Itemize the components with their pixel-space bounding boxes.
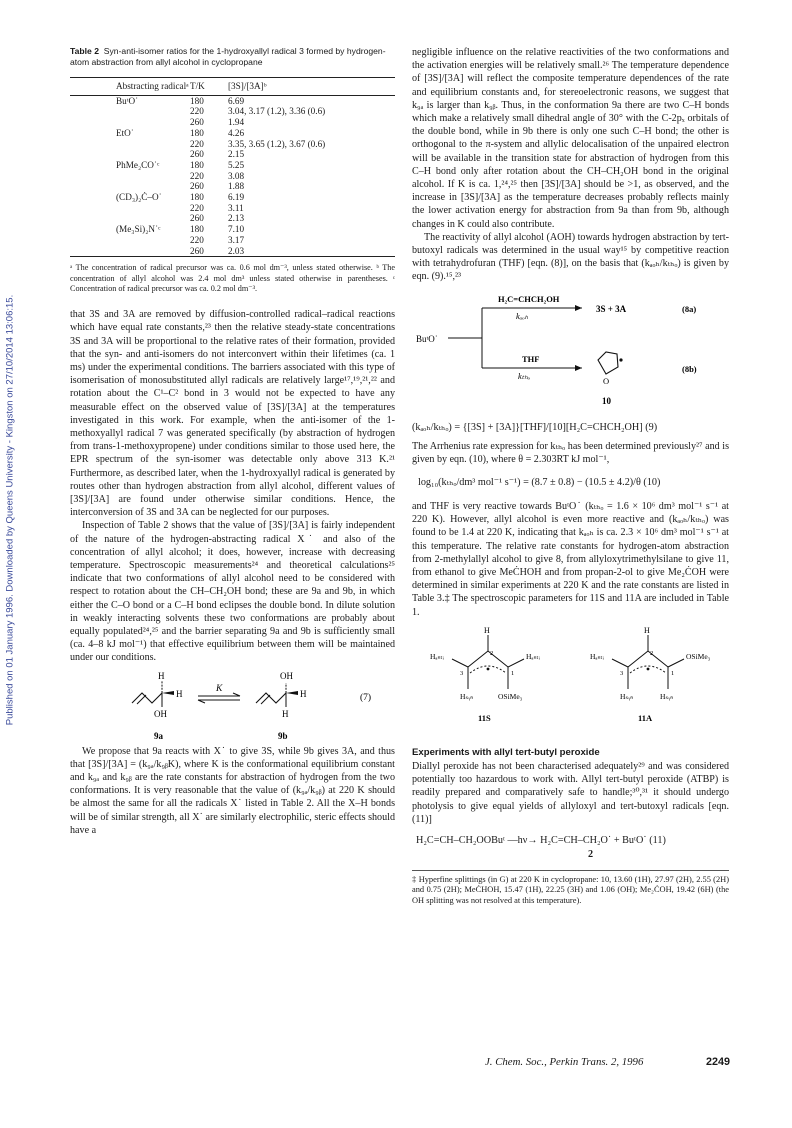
scheme8-start: BuᵗO˙ xyxy=(416,333,438,344)
scheme-8 xyxy=(412,288,729,416)
9b-h-bottom: H xyxy=(282,708,289,719)
table2-header-temp: T/K xyxy=(190,78,228,96)
table2-cell-temp: 220 xyxy=(190,106,204,117)
table2-caption-text: Syn-anti-isomer ratios for the 1-hydroxyallyl radical 3 formed by hydrogen-atom abstraction from allyl alcohol in cyclopropane xyxy=(70,46,386,67)
11a-hanti: Hₐₙₜᵢ xyxy=(590,651,604,661)
table2-cell-radical xyxy=(70,149,190,160)
table2-cell-ratio: 2.03 xyxy=(228,245,245,256)
thf-radical-ring xyxy=(598,352,618,374)
9b-label: 9b xyxy=(278,730,288,741)
9a-h-top: H xyxy=(158,670,165,681)
table2-row xyxy=(70,224,395,235)
table2-row xyxy=(70,149,395,160)
11s-c2: 2 xyxy=(490,649,494,657)
table2-cell-radical xyxy=(70,139,190,150)
table2-cell-ratio: 3.08 xyxy=(228,170,245,181)
table2-row xyxy=(70,246,395,257)
table2-row xyxy=(70,95,395,106)
scheme8-products-top: 3S + 3A xyxy=(596,303,627,314)
table2-cell-temp: 260 xyxy=(190,245,204,256)
download-watermark xyxy=(2,140,18,880)
table2-cell-radical: (CD₃)₂Ċ–O˙ xyxy=(116,192,162,203)
structures-11-drawing xyxy=(412,625,729,735)
right-paragraph-2: The reactivity of allyl alcohol (AOH) towards hydrogen abstraction by tert-butoxyl radicals was determined in the usual way¹⁵ by competitive reaction with tetrahydrofuran (THF) [eqn. (8)], on the basis that (kₐₒₕ/kₜₕₒ) is given by eqn. (9).¹⁵,²³ xyxy=(412,231,729,283)
table2-cell-temp: 180 xyxy=(190,127,204,138)
11s-hsyn: Hₛᵧₙ xyxy=(460,691,474,701)
11a-label: 11A xyxy=(638,712,653,723)
right-paragraph-4: and THF is very reactive towards BuᵗO˙ (kₜₕₒ = 1.6 × 10⁶ dm³ mol⁻¹ s⁻¹ at 220 K). However, allyl alcohol is even more reactive and (kₐₒₕ/kₜₕₒ) was found to be 1.4 at 220 K, indicating that kₐₒₕ is ca. 2.3 × 10⁶ dm³ mol⁻¹ s⁻¹ at this temperature. The relative rate constants for hydrogen-atom abstraction from 2-methylallyl alcohol to give 8, from allyloxytrimethylsilane to give 11, from ethanol to give MeĊHOH and from propan-2-ol to give Me₂ĊOH were determined in similar experiments at 220 K and the rate constants are listed in Table 3.‡ The spectroscopic parameters for 11S and 11A are included in Table 1. xyxy=(412,501,729,618)
11a-radical-dot xyxy=(647,667,650,670)
table2-cell-radical: PhMe₂CO˙ᶜ xyxy=(116,159,160,170)
table2-caption-label: Table 2 xyxy=(70,46,99,56)
9a-label: 9a xyxy=(154,730,163,741)
scheme-8-drawing xyxy=(412,288,729,416)
left-paragraph-3: We propose that 9a reacts with X˙ to give 3S, while 9b gives 3A, and thus that [3S]/[3A] = (k₉ₐ/k₉ᵦK), where K is the conformational equilibrium constant and k₉ₐ and k₉ᵦ are the rate constants for abstraction of hydrogen from the two conformations. It is very reasonable that the value of (k₉ₐ/k₉ᵦ) at 220 K should be almost the same for all the radicals X˙ listed in Table 2. All the X–H bonds will be of similar strength, all X˙ are similarly electrophilic, steric effects should have a xyxy=(70,745,395,836)
table2-cell-temp: 180 xyxy=(190,192,204,203)
table2-cell-temp: 260 xyxy=(190,213,204,224)
right-column xyxy=(412,46,729,915)
table2-row xyxy=(70,192,395,203)
11a-h: H xyxy=(644,625,650,635)
11a-bond-osi xyxy=(668,659,684,667)
table2-row xyxy=(70,160,395,171)
9a-skeleton xyxy=(132,693,162,703)
table2-row xyxy=(70,106,395,117)
table2 xyxy=(70,77,395,257)
table2-cell-radical: EtO˙ xyxy=(116,127,134,138)
equation-9: (kₐₒₕ/kₜₕₒ) = {[3S] + [3A]}[THF]/[10][H₂C=CHCH₂OH] (9) xyxy=(412,421,658,433)
11s-hanti-left: Hₐₙₜᵢ xyxy=(430,651,444,661)
9a-wedge-bond xyxy=(162,691,174,695)
page-footer xyxy=(485,1056,730,1068)
11s-bond-c2c3 xyxy=(468,651,488,667)
9a-h-right: H xyxy=(176,688,183,699)
table2-cell-ratio: 2.13 xyxy=(228,213,245,224)
table2-cell-radical xyxy=(70,213,190,224)
11a-c3: 3 xyxy=(620,669,624,677)
scheme-7-drawing xyxy=(70,669,395,743)
scheme8-eq-a: (8a) xyxy=(682,303,697,314)
section-heading: Experiments with allyl tert-butyl peroxide xyxy=(412,746,600,758)
table2-cell-radical xyxy=(70,171,190,182)
left-column xyxy=(70,46,395,837)
product-10-label: 10 xyxy=(602,395,611,406)
scheme8-eq-b: (8b) xyxy=(682,363,697,374)
table2-cell-radical: (Me₃Si)₂N˙ᶜ xyxy=(116,224,161,235)
page-number: 2249 xyxy=(705,1056,730,1068)
table2-cell-temp: 260 xyxy=(190,117,204,128)
table2-cell-ratio: 3.11 xyxy=(228,202,244,213)
table2-row xyxy=(70,213,395,224)
table2-row xyxy=(70,117,395,128)
scheme8-k-bottom: kₜₕₒ xyxy=(518,370,531,381)
equation-10: log₁₀(kₜₕₒ/dm³ mol⁻¹ s⁻¹) = (8.7 ± 0.8) − (10.5 ± 4.2)/θ (10) xyxy=(418,477,661,489)
table2-cell-radical: BuᵗO˙ xyxy=(116,95,139,106)
table2-row xyxy=(70,139,395,150)
11s-label: 11S xyxy=(478,712,491,723)
11s-osi: OSiMe₃ xyxy=(498,691,523,701)
11a-bond-c2c3 xyxy=(628,651,648,667)
9b-h-right: H xyxy=(300,688,307,699)
table2-cell-ratio: 6.69 xyxy=(228,95,245,106)
structure-11A xyxy=(590,626,711,723)
left-paragraph-1: that 3S and 3A are removed by diffusion-controlled radical–radical reactions which have equal rate constants,²³ then the relative steady-state concentrations 3S and 3A will be proportional to the relative rates of their formation, provided that the syn- and anti-isomers do not interconvert within their lifetimes (ca. 1 ms) under the experimental conditions. The barriers associated with this type of isomerisation of monosubstituted allyl radicals are relatively large¹⁷,¹⁹,²¹,²² and rotation about the C¹–C² bond in 3 would not be expected to have any measurable effect on the observed value of [3S]/[3A] at the temperatures investigated in this work. For example, when the anti-isomer of the 1-methoxyallyl radical 7 was generated specifically (by abstraction of hydrogen from trans-1-methoxypropene) under conditions similar to those used here, the EPR spectrum of the syn-isomer was detectable only above 313 K.²¹ Furthermore, as described later, when the 1-hydroxyallyl radical is generated by routes other than hydrogen abstraction from allyl alcohol, different values of [3S]/[3A] are found under otherwise similar conditions. Hence, the interconversion of 3S and 3A can be neglected for our purposes. xyxy=(70,309,395,519)
scheme8-k-top: kₐₒₕ xyxy=(516,310,529,321)
9a-oh: OH xyxy=(154,708,167,719)
thf-radical-dot xyxy=(619,358,622,361)
table2-cell-radical xyxy=(70,235,190,246)
9b-skeleton xyxy=(256,693,286,703)
9b-wedge-bond xyxy=(286,691,298,695)
table2-cell-ratio: 6.19 xyxy=(228,192,245,203)
equilibrium-k: K xyxy=(216,683,223,694)
table2-cell-ratio: 7.10 xyxy=(228,224,245,235)
thf-ring-oxygen: O xyxy=(603,375,610,386)
table2-cell-ratio: 3.35, 3.65 (1.2), 3.67 (0.6) xyxy=(228,138,326,149)
right-paragraph-5: Diallyl peroxide has not been characterised adequately²⁹ and was considered potentially too hazardous to work with. Allyl tert-butyl peroxide (ATBP) is readily prepared and comparatively safe to handle;³⁰,³¹ it should undergo photolysis to give equal yields of allyloxyl and tert-butoxyl radicals [eqn. (11)] xyxy=(412,760,729,825)
table2-header-row xyxy=(70,78,395,96)
equation-11-label: 2 xyxy=(588,848,594,860)
left-paragraph-2: Inspection of Table 2 shows that the value of [3S]/[3A] is fairly independent of the nature of the hydrogen-abstracting radical X˙ and also of the concentration of allyl alcohol; it does, however, increase with decreasing temperature. Spectroscopic measurements²⁴ and theoretical calculations²⁵ indicate that two conformations of allyl alcohol need to be considered with respect to rotation about the CH–CH₂OH bond; these are 9a and 9b, in which either the C–O bond or a C–H bond eclipses the double bond. In dilute solution in weakly interacting solvents these two conformations are probably about equally populated²⁴,²⁵ and the barrier separating 9a and 9b is sufficiently small (ca. 4–8 kJ mol⁻¹) that effective equilibrium between them will be maintained under our conditions. xyxy=(70,520,395,664)
11s-c1: 1 xyxy=(511,669,515,677)
structure-11S xyxy=(430,626,541,723)
table2-cell-radical xyxy=(70,246,190,257)
table2-cell-radical xyxy=(70,203,190,214)
structures-11 xyxy=(412,625,729,735)
table2-cell-temp: 260 xyxy=(190,181,204,192)
table2-cell-ratio: 1.94 xyxy=(228,117,245,128)
table2-body xyxy=(70,95,395,257)
table2-cell-radical xyxy=(70,106,190,117)
journal-citation: J. Chem. Soc., Perkin Trans. 2, 1996 xyxy=(485,1056,644,1068)
scheme8-arrowhead-top xyxy=(575,305,582,311)
table2-cell-temp: 180 xyxy=(190,95,204,106)
9b-oh: OH xyxy=(280,670,293,681)
table2-cell-temp: 220 xyxy=(190,202,204,213)
11a-osi: OSiMe₃ xyxy=(686,651,711,661)
table2-cell-radical xyxy=(70,181,190,192)
table2-header-ratio: [3S]/[3A]ᵇ xyxy=(228,78,395,96)
11s-c3: 3 xyxy=(460,669,464,677)
table2-caption xyxy=(70,46,395,68)
table2-row xyxy=(70,128,395,139)
table2-cell-ratio: 4.26 xyxy=(228,127,245,138)
table2-cell-temp: 220 xyxy=(190,234,204,245)
table2-cell-ratio: 5.25 xyxy=(228,159,245,170)
11a-hsyn-right: Hₛᵧₙ xyxy=(660,691,674,701)
11s-radical-dot xyxy=(487,667,490,670)
table2-header-radical: Abstracting radicalᵃ xyxy=(70,78,190,96)
11s-hanti-right: Hₐₙₜᵢ xyxy=(526,651,540,661)
scheme8-reagent-bottom: THF xyxy=(522,353,540,364)
table2-cell-ratio: 1.88 xyxy=(228,181,245,192)
table2-cell-temp: 180 xyxy=(190,159,204,170)
table2-row xyxy=(70,203,395,214)
equation-11: H₂C=CH–CH₂OOBuᵗ —hν→ H₂C=CH–CH₂O˙ + BuᵗO˙ (11) xyxy=(416,834,666,846)
download-watermark-text: Published on 01 January 1996. Downloaded by Queens University - Kingston on 27/10/2014 13:06:15. xyxy=(4,294,16,726)
11s-bond-hanti-right xyxy=(508,659,524,667)
right-paragraph-3: The Arrhenius rate expression for kₜₕₒ has been determined previously²⁷ and is given by eqn. (10), where θ = 2.303RT kJ mol⁻¹, xyxy=(412,440,729,465)
table2-row xyxy=(70,171,395,182)
scheme8-arrowhead-bottom xyxy=(575,365,582,371)
right-paragraph-1: negligible influence on the relative reactivities of the two conformations and the activation energies will be relatively small.²⁶ The temperature dependence of [3S]/[3A] will reflect the composite temperature dependences of the rate and equilibrium constants and, for stereoelectronic reasons, we suggest that k₉ₐ is larger than k₉ᵦ. Thus, in the conformation 9a there are two C–H bonds which make a relatively small dihedral angle of 30° with the C-2pₓ orbitals of the double bond, while in 9b there is only one such C–H bond; the other is orthogonal to the π-system and allylic delocalisation of the unpaired electron will be available in the transition state for abstraction of hydrogen from this C–H bond only after rotation about the CH–CH₂OH bond in the original alcohol. If K is ca. 1,²⁴,²⁵ then [3S]/[3A] should be >1, as observed, and the increase in [3S]/[3A] as the temperature decreases probably reflects mainly the lower activation energy for abstraction from 9a than from 9b, although changes in K could also contribute. xyxy=(412,47,729,230)
footnote: ‡ Hyperfine splittings (in G) at 220 K in cyclopropane: 10, 13.60 (1H), 27.97 (2H), 2.55 (2H) and 0.75 (2H); MeĊHOH, 15.47 (1H), 22.25 (3H) and 1.06 (OH); Me₂ĊOH, 19.42 (6H) (the OH splitting was not resolved at this temperature). xyxy=(412,870,729,906)
11s-h: H xyxy=(484,625,490,635)
table2-cell-radical xyxy=(70,117,190,128)
table2-cell-temp: 180 xyxy=(190,224,204,235)
scheme8-reagent-top: H₂C=CHCH₂OH xyxy=(498,293,560,304)
table2-cell-temp: 220 xyxy=(190,138,204,149)
table2-cell-ratio: 3.04, 3.17 (1.2), 3.36 (0.6) xyxy=(228,106,326,117)
table2-row xyxy=(70,235,395,246)
11s-bond-hanti-left xyxy=(452,659,468,667)
table2-row xyxy=(70,181,395,192)
11a-c1: 1 xyxy=(671,669,675,677)
table2-cell-temp: 260 xyxy=(190,149,204,160)
11a-c2: 2 xyxy=(650,649,654,657)
table2-cell-ratio: 2.15 xyxy=(228,149,245,160)
11a-bond-hanti xyxy=(612,659,628,667)
11a-hsyn-left: Hₛᵧₙ xyxy=(620,691,634,701)
table2-footnote: ᵃ The concentration of radical precursor was ca. 0.6 mol dm⁻³, unless stated otherwise. ᵇ The concentration of allyl alcohol was 2.4 mol dm³ unless stated otherwise in parentheses. ᶜ Concentration of radical precursor was ca. 0.2 mol dm⁻³. xyxy=(70,263,395,293)
table2-cell-ratio: 3.17 xyxy=(228,234,245,245)
scheme-7 xyxy=(70,669,395,743)
eq7-number: (7) xyxy=(360,692,372,703)
table2-cell-temp: 220 xyxy=(190,170,204,181)
